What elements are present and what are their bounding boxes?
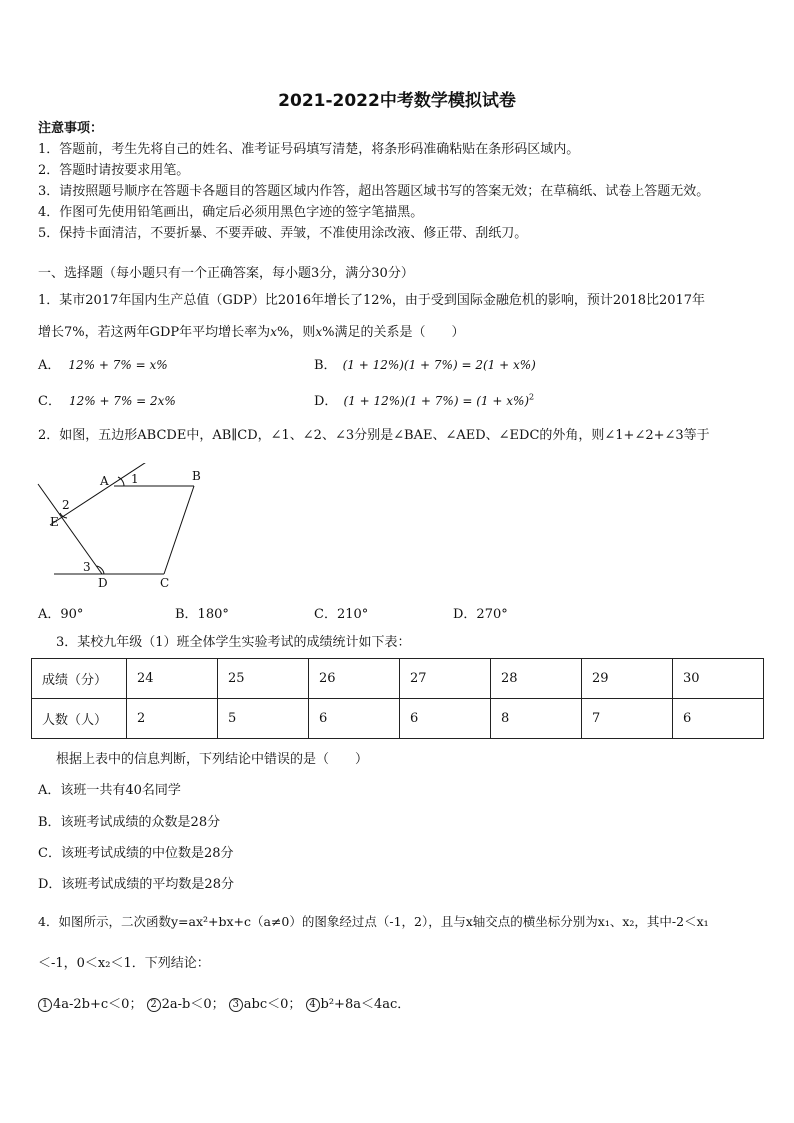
circled-number: 2 bbox=[147, 998, 161, 1012]
pentagon-figure bbox=[36, 463, 206, 591]
question-4-items bbox=[38, 996, 410, 1014]
table-cell: 2 bbox=[127, 699, 218, 739]
point-label-e: E bbox=[50, 515, 59, 529]
angle-label-3: 3 bbox=[83, 560, 91, 574]
circled-number: 1 bbox=[38, 998, 52, 1012]
table-cell: 25 bbox=[218, 659, 309, 699]
section-heading: 一、选择题（每小题只有一个正确答案，每小题3分，满分30分） bbox=[38, 266, 414, 281]
statement: 4a-2b+c＜0； bbox=[53, 997, 143, 1012]
table-cell: 6 bbox=[309, 699, 400, 739]
page-title: 2021-2022中考数学模拟试卷 bbox=[278, 91, 516, 111]
variable-x: x bbox=[270, 325, 277, 339]
option-b bbox=[314, 354, 536, 373]
table-row bbox=[32, 659, 764, 699]
angle-label-2: 2 bbox=[62, 498, 70, 512]
table-cell: 5 bbox=[218, 699, 309, 739]
option-label: D． bbox=[314, 394, 338, 409]
notice-item: 5．保持卡面清洁，不要折暴、不要弄破、弄皱，不准使用涂改液、修正带、刮纸刀。 bbox=[38, 226, 528, 241]
variable-x: x bbox=[315, 325, 323, 339]
question-3-text: 3．某校九年级（1）班全体学生实验考试的成绩统计如下表： bbox=[56, 635, 411, 650]
question-1-text-2 bbox=[38, 323, 464, 342]
option-c: C．该班考试成绩的中位数是28分 bbox=[38, 846, 234, 861]
statement: abc＜0； bbox=[243, 997, 302, 1012]
option-label: B． bbox=[314, 358, 337, 373]
question-4-text: 4．如图所示，二次函数y=ax²+bx+c（a≠0）的图象经过点（-1，2），且与x轴交点的横坐标分别为x₁、x₂，其中-2＜x₁ bbox=[38, 914, 709, 929]
notice-item: 4．作图可先使用铅笔画出，确定后必须用黑色字迹的签字笔描黑。 bbox=[38, 205, 424, 220]
option-formula: (1 + 12%)(1 + 7%) = 2(1 + x%) bbox=[342, 358, 536, 372]
option-a: A．90° bbox=[38, 607, 84, 622]
table-header-cell: 人数（人） bbox=[32, 699, 127, 739]
table-cell: 30 bbox=[673, 659, 764, 699]
exponent: 2 bbox=[529, 392, 535, 402]
point-label-c: C bbox=[160, 576, 170, 590]
table-cell: 7 bbox=[582, 699, 673, 739]
circled-number: 3 bbox=[229, 998, 243, 1012]
table-cell: 27 bbox=[400, 659, 491, 699]
question-1-text-part: %满足的关系是（ ） bbox=[322, 325, 465, 340]
question-1-text: 1．某市2017年国内生产总值（GDP）比2016年增长了12%，由于受到国际金融危机的影响，预计2018比2017年 bbox=[38, 293, 706, 308]
option-d: D．该班考试成绩的平均数是28分 bbox=[38, 877, 234, 892]
point-label-a: A bbox=[100, 474, 109, 488]
angle-1-arc bbox=[118, 477, 124, 486]
notice-item: 2．答题时请按要求用笔。 bbox=[38, 163, 190, 178]
option-a: A．该班一共有40名同学 bbox=[38, 783, 181, 798]
table-cell: 29 bbox=[582, 659, 673, 699]
notice-item: 3．请按照题号顺序在答题卡各题目的答题区域内作答，超出答题区域书写的答案无效；在草稿纸、试卷上答题无效。 bbox=[38, 184, 710, 199]
question-3-prompt: 根据上表中的信息判断，下列结论中错误的是（ ） bbox=[56, 752, 369, 767]
option-label: C． bbox=[38, 394, 61, 409]
table-header-cell: 成绩（分） bbox=[32, 659, 127, 699]
option-b: B．180° bbox=[175, 607, 229, 622]
notice-item: 1．答题前，考生先将自己的姓名、准考证号码填写清楚，将条形码准确粘贴在条形码区域内。 bbox=[38, 142, 580, 157]
table-cell: 24 bbox=[127, 659, 218, 699]
angle-label-1: 1 bbox=[131, 472, 139, 486]
option-b: B．该班考试成绩的众数是28分 bbox=[38, 815, 221, 830]
option-d bbox=[314, 390, 534, 409]
option-formula: 12% + 7% = 2x% bbox=[68, 394, 176, 408]
option-d: D．270° bbox=[453, 607, 508, 622]
option-c: C．210° bbox=[314, 607, 369, 622]
option-label: A． bbox=[38, 358, 61, 373]
question-4-text-2: ＜-1，0＜x₂＜1．下列结论： bbox=[38, 956, 210, 971]
point-label-b: B bbox=[192, 469, 201, 483]
table-cell: 28 bbox=[491, 659, 582, 699]
table-row bbox=[32, 699, 764, 739]
table-cell: 6 bbox=[400, 699, 491, 739]
option-c bbox=[38, 390, 176, 409]
table-cell: 6 bbox=[673, 699, 764, 739]
question-1-text-part: %，则 bbox=[276, 325, 316, 340]
option-a bbox=[38, 354, 168, 373]
option-formula: (1 + 12%)(1 + 7%) = (1 + x%) bbox=[343, 394, 530, 408]
score-table bbox=[31, 658, 764, 739]
statement: b²+8a＜4ac． bbox=[320, 997, 411, 1012]
circled-number: 4 bbox=[306, 998, 320, 1012]
question-2-text: 2．如图，五边形ABCDE中，AB∥CD，∠1、∠2、∠3分别是∠BAE、∠AED、∠EDC的外角，则∠1+∠2+∠3等于 bbox=[38, 428, 710, 443]
notice-heading: 注意事项： bbox=[38, 121, 104, 136]
point-label-d: D bbox=[98, 576, 108, 590]
table-cell: 26 bbox=[309, 659, 400, 699]
question-1-text-part: 增长7%，若这两年GDP年平均增长率为 bbox=[38, 325, 271, 340]
table-cell: 8 bbox=[491, 699, 582, 739]
segment-bc bbox=[164, 486, 194, 574]
statement: 2a-b＜0； bbox=[161, 997, 225, 1012]
option-formula: 12% + 7% = x% bbox=[68, 358, 168, 372]
